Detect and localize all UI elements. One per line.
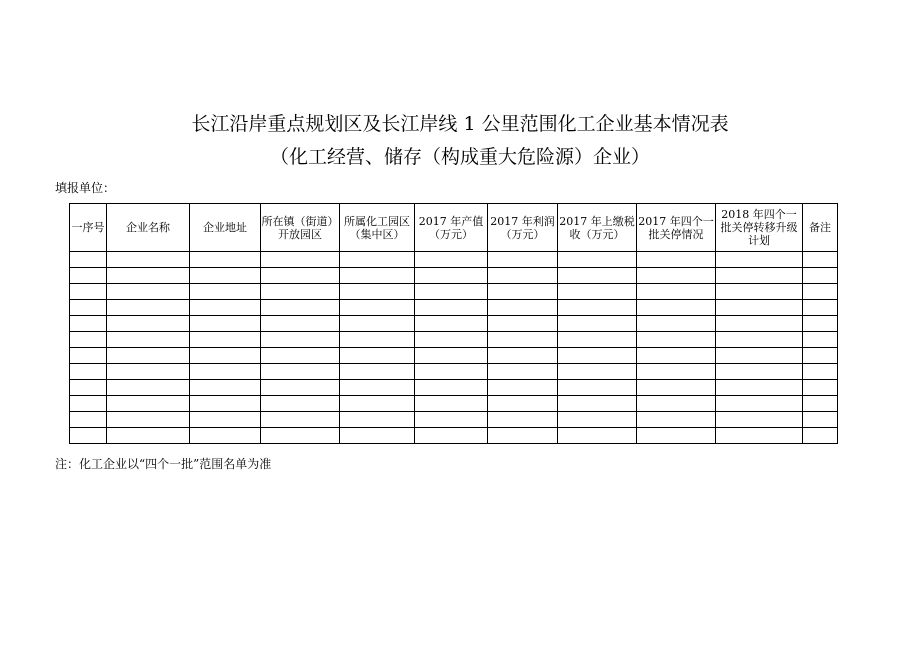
table-cell[interactable] bbox=[107, 364, 190, 380]
table-cell[interactable] bbox=[558, 316, 637, 332]
table-cell[interactable] bbox=[803, 412, 838, 428]
table-cell[interactable] bbox=[558, 300, 637, 316]
table-row bbox=[70, 300, 838, 316]
table-cell[interactable] bbox=[803, 284, 838, 300]
table-cell[interactable] bbox=[637, 268, 716, 284]
table-cell[interactable] bbox=[415, 380, 488, 396]
table-cell[interactable] bbox=[70, 396, 107, 412]
table-cell[interactable] bbox=[261, 348, 340, 364]
table-cell[interactable] bbox=[488, 316, 558, 332]
header-town-park: 所在镇（街道）开放园区 bbox=[261, 204, 340, 252]
table-cell[interactable] bbox=[190, 284, 261, 300]
table-cell[interactable] bbox=[803, 428, 838, 444]
table-cell[interactable] bbox=[558, 428, 637, 444]
table-cell[interactable] bbox=[340, 300, 415, 316]
table-cell[interactable] bbox=[261, 396, 340, 412]
table-row bbox=[70, 252, 838, 268]
table-cell[interactable] bbox=[261, 252, 340, 268]
table-cell[interactable] bbox=[803, 300, 838, 316]
table-cell[interactable] bbox=[558, 380, 637, 396]
table-cell[interactable] bbox=[558, 412, 637, 428]
table-cell[interactable] bbox=[261, 316, 340, 332]
table-cell[interactable] bbox=[107, 332, 190, 348]
table-cell[interactable] bbox=[190, 332, 261, 348]
header-2017-closure: 2017 年四个一批关停情况 bbox=[637, 204, 716, 252]
table-cell[interactable] bbox=[340, 252, 415, 268]
table-cell[interactable] bbox=[558, 332, 637, 348]
table-cell[interactable] bbox=[190, 412, 261, 428]
table-cell[interactable] bbox=[488, 396, 558, 412]
table-cell[interactable] bbox=[70, 268, 107, 284]
table-cell[interactable] bbox=[70, 348, 107, 364]
table-cell[interactable] bbox=[415, 348, 488, 364]
table-cell[interactable] bbox=[107, 252, 190, 268]
table-cell[interactable] bbox=[70, 284, 107, 300]
table-cell[interactable] bbox=[558, 364, 637, 380]
table-cell[interactable] bbox=[488, 284, 558, 300]
table-cell[interactable] bbox=[488, 428, 558, 444]
table-cell[interactable] bbox=[261, 428, 340, 444]
table-cell[interactable] bbox=[716, 332, 803, 348]
table-cell[interactable] bbox=[637, 284, 716, 300]
table-cell[interactable] bbox=[558, 396, 637, 412]
table-cell[interactable] bbox=[261, 268, 340, 284]
page-subtitle: （化工经营、储存（构成重大危险源）企业） bbox=[269, 146, 650, 168]
table-cell[interactable] bbox=[558, 268, 637, 284]
table-cell[interactable] bbox=[716, 284, 803, 300]
table-cell[interactable] bbox=[488, 300, 558, 316]
header-2018-plan: 2018 年四个一批关停转移升级计划 bbox=[716, 204, 803, 252]
table-row bbox=[70, 412, 838, 428]
table-cell[interactable] bbox=[488, 380, 558, 396]
table-cell[interactable] bbox=[190, 348, 261, 364]
table-cell[interactable] bbox=[107, 268, 190, 284]
table-cell[interactable] bbox=[716, 396, 803, 412]
table-cell[interactable] bbox=[107, 380, 190, 396]
table-cell[interactable] bbox=[70, 364, 107, 380]
table-cell[interactable] bbox=[261, 380, 340, 396]
table-cell[interactable] bbox=[415, 252, 488, 268]
table-row bbox=[70, 332, 838, 348]
table-body bbox=[70, 252, 838, 444]
table-cell[interactable] bbox=[716, 316, 803, 332]
header-2017-output: 2017 年产值（万元） bbox=[415, 204, 488, 252]
table-cell[interactable] bbox=[340, 284, 415, 300]
table-cell[interactable] bbox=[488, 332, 558, 348]
table-cell[interactable] bbox=[261, 412, 340, 428]
table-cell[interactable] bbox=[107, 412, 190, 428]
table-cell[interactable] bbox=[415, 284, 488, 300]
table-cell[interactable] bbox=[716, 348, 803, 364]
table-cell[interactable] bbox=[190, 300, 261, 316]
table-cell[interactable] bbox=[340, 364, 415, 380]
table-cell[interactable] bbox=[340, 412, 415, 428]
table-row bbox=[70, 268, 838, 284]
table-cell[interactable] bbox=[261, 364, 340, 380]
table-cell[interactable] bbox=[107, 284, 190, 300]
table-row bbox=[70, 348, 838, 364]
table-cell[interactable] bbox=[415, 428, 488, 444]
table-cell[interactable] bbox=[488, 364, 558, 380]
table-cell[interactable] bbox=[803, 396, 838, 412]
header-serial: 一序号 bbox=[70, 204, 107, 252]
table-cell[interactable] bbox=[803, 332, 838, 348]
table-cell[interactable] bbox=[190, 396, 261, 412]
table-cell[interactable] bbox=[558, 284, 637, 300]
table-cell[interactable] bbox=[803, 348, 838, 364]
header-enterprise-name: 企业名称 bbox=[107, 204, 190, 252]
table-cell[interactable] bbox=[70, 300, 107, 316]
table-cell[interactable] bbox=[70, 380, 107, 396]
table-cell[interactable] bbox=[340, 428, 415, 444]
table-cell[interactable] bbox=[70, 252, 107, 268]
table-row bbox=[70, 396, 838, 412]
table-cell[interactable] bbox=[803, 268, 838, 284]
enterprise-table bbox=[69, 203, 838, 444]
table-cell[interactable] bbox=[716, 252, 803, 268]
table-cell[interactable] bbox=[488, 268, 558, 284]
table-cell[interactable] bbox=[637, 412, 716, 428]
table-cell[interactable] bbox=[637, 316, 716, 332]
header-2017-profit: 2017 年利润（万元） bbox=[488, 204, 558, 252]
table-cell[interactable] bbox=[488, 348, 558, 364]
table-cell[interactable] bbox=[558, 348, 637, 364]
table-row bbox=[70, 428, 838, 444]
table-header-row bbox=[70, 204, 838, 252]
table-cell[interactable] bbox=[716, 380, 803, 396]
table-cell[interactable] bbox=[803, 364, 838, 380]
table-cell[interactable] bbox=[107, 348, 190, 364]
table-cell[interactable] bbox=[107, 316, 190, 332]
table-cell[interactable] bbox=[190, 316, 261, 332]
table-cell[interactable] bbox=[70, 428, 107, 444]
table-cell[interactable] bbox=[716, 428, 803, 444]
table-cell[interactable] bbox=[107, 428, 190, 444]
table-cell[interactable] bbox=[70, 316, 107, 332]
table-cell[interactable] bbox=[107, 396, 190, 412]
table-cell[interactable] bbox=[190, 380, 261, 396]
table-cell[interactable] bbox=[190, 252, 261, 268]
table-cell[interactable] bbox=[415, 300, 488, 316]
table-cell[interactable] bbox=[637, 428, 716, 444]
table-cell[interactable] bbox=[340, 380, 415, 396]
table-cell[interactable] bbox=[340, 268, 415, 284]
table-cell[interactable] bbox=[637, 252, 716, 268]
table-cell[interactable] bbox=[340, 316, 415, 332]
table-cell[interactable] bbox=[107, 300, 190, 316]
header-chemical-park: 所属化工园区（集中区） bbox=[340, 204, 415, 252]
table-cell[interactable] bbox=[558, 252, 637, 268]
table-cell[interactable] bbox=[488, 412, 558, 428]
table-cell[interactable] bbox=[415, 396, 488, 412]
table-cell[interactable] bbox=[340, 348, 415, 364]
reporting-unit-label: 填报单位： bbox=[55, 181, 116, 195]
table-cell[interactable] bbox=[415, 268, 488, 284]
table-cell[interactable] bbox=[415, 332, 488, 348]
footnote: 注：化工企业以“四个一批”范围名单为准 bbox=[55, 457, 272, 471]
table-cell[interactable] bbox=[190, 428, 261, 444]
table-cell[interactable] bbox=[716, 268, 803, 284]
header-enterprise-address: 企业地址 bbox=[190, 204, 261, 252]
header-remarks: 备注 bbox=[803, 204, 838, 252]
table-cell[interactable] bbox=[261, 300, 340, 316]
table-cell[interactable] bbox=[488, 252, 558, 268]
table-cell[interactable] bbox=[803, 316, 838, 332]
table-cell[interactable] bbox=[716, 300, 803, 316]
table-cell[interactable] bbox=[415, 364, 488, 380]
table-cell[interactable] bbox=[340, 396, 415, 412]
table-cell[interactable] bbox=[415, 316, 488, 332]
table-cell[interactable] bbox=[637, 348, 716, 364]
table-row bbox=[70, 380, 838, 396]
page-title: 长江沿岸重点规划区及长江岸线 1 公里范围化工企业基本情况表 bbox=[191, 113, 729, 135]
table-cell[interactable] bbox=[190, 268, 261, 284]
table-cell[interactable] bbox=[637, 396, 716, 412]
header-2017-tax: 2017 年上缴税收（万元） bbox=[558, 204, 637, 252]
table-cell[interactable] bbox=[637, 332, 716, 348]
table-cell[interactable] bbox=[803, 380, 838, 396]
table-cell[interactable] bbox=[716, 364, 803, 380]
table-cell[interactable] bbox=[261, 332, 340, 348]
table-cell[interactable] bbox=[803, 252, 838, 268]
table-cell[interactable] bbox=[637, 380, 716, 396]
table-row bbox=[70, 364, 838, 380]
table-row bbox=[70, 284, 838, 300]
table-cell[interactable] bbox=[70, 412, 107, 428]
table-cell[interactable] bbox=[637, 300, 716, 316]
table-cell[interactable] bbox=[261, 284, 340, 300]
table-cell[interactable] bbox=[70, 332, 107, 348]
table-cell[interactable] bbox=[716, 412, 803, 428]
table-cell[interactable] bbox=[190, 364, 261, 380]
table-cell[interactable] bbox=[415, 412, 488, 428]
table-row bbox=[70, 316, 838, 332]
table-cell[interactable] bbox=[637, 364, 716, 380]
table-cell[interactable] bbox=[340, 332, 415, 348]
